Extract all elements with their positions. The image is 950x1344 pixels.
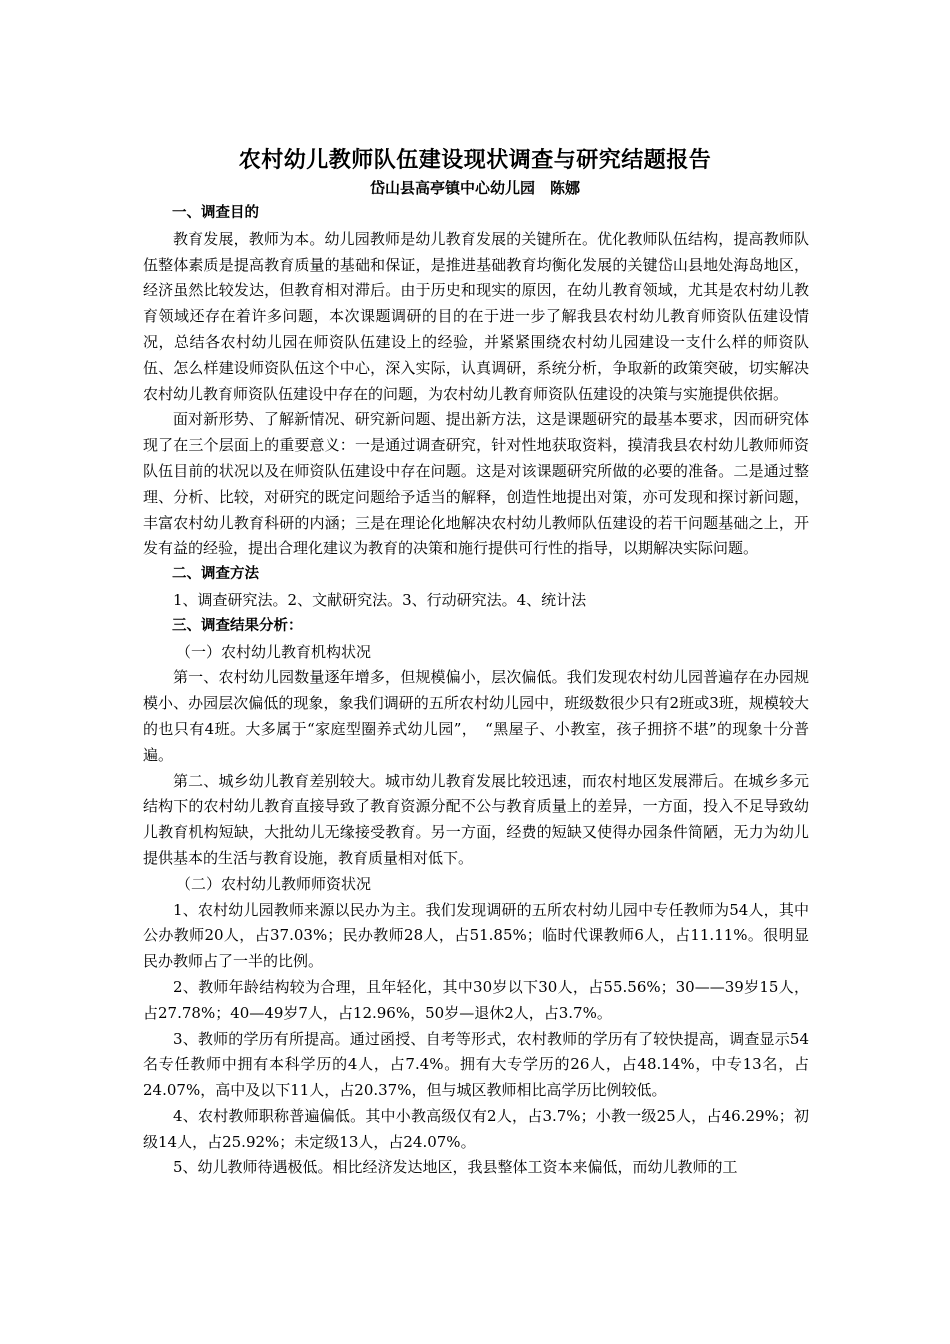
- document-title: 农村幼儿教师队伍建设现状调查与研究结题报告: [238, 148, 712, 173]
- paragraph: 面对新形势、了解新情况、研究新问题、提出新方法，这是课题研究的最基本要求，因而研究体现了在三个层面上的重要意义：一是通过调查研究，针对性地获取资料，摸清我县农村幼儿教师师资队伍目前的状况以及在师资队伍建设中存在问题。这是对该课题研究所做的必要的准备。二是通过整理、分析、比较，对研究的既定问题给予适当的解释，创造性地提出对策，亦可发现和探讨新问题，丰富农村幼儿教育科研的内涵；三是在理论化地解决农村幼儿教师队伍建设的若干问题基础之上，开发有益的经验，提出合理化建议为教育的决策和施行提供可行性的指导，以期解决实际问题。: [143, 410, 809, 558]
- paragraph: 5、幼儿教师待遇极低。相比经济发达地区，我县整体工资本来偏低，而幼儿教师的工: [173, 1158, 738, 1177]
- paragraph: 1、调查研究法。2、文献研究法。3、行动研究法。4、统计法: [173, 590, 587, 609]
- subsection-heading: （一）农村幼儿教育机构状况: [176, 642, 372, 661]
- paragraph: 1、农村幼儿园教师来源以民办为主。我们发现调研的五所农村幼儿园中专任教师为54人，其中公办教师20人，占37.03%；民办教师28人，占51.85%；临时代课教师6人，占11.11%。很明显民办教师占了一半的比例。: [143, 900, 809, 971]
- paragraph: 3、教师的学历有所提高。通过函授、自考等形式，农村教师的学历有了较快提高，调查显示54名专任教师中拥有本科学历的4人，占7.4%。拥有大专学历的26人，占48.14%，中专13名，占24.07%，高中及以下11人，占20.37%，但与城区教师相比高学历比例较低。: [143, 1029, 809, 1100]
- document-body: [143, 201, 809, 1181]
- paragraph: 第二、城乡幼儿教育差别较大。城市幼儿教育发展比较迅速，而农村地区发展滞后。在城乡多元结构下的农村幼儿教育直接导致了教育资源分配不公与教育质量上的差异，一方面，投入不足导致幼儿教育机构短缺，大批幼儿无缘接受教育。另一方面，经费的短缺又使得办园条件简陋，无力为幼儿提供基本的生活与教育设施，教育质量相对低下。: [143, 771, 809, 867]
- paragraph: 教育发展，教师为本。幼儿园教师是幼儿教育发展的关键所在。优化教师队伍结构，提高教师队伍整体素质是提高教育质量的基础和保证，是推进基础教育均衡化发展的关键岱山县地处海岛地区，经济虽然比较发达，但教育相对滞后。由于历史和现实的原因，在幼儿教育领域，尤其是农村幼儿教育领域还存在着许多问题，本次课题调研的目的在于进一步了解我县农村幼儿教育师资队伍建设情况，总结各农村幼儿园在师资队伍建设上的经验，并紧紧围绕农村幼儿园建设一支什么样的师资队伍、怎么样建设师资队伍这个中心，深入实际，认真调研，系统分析，争取新的政策突破，切实解决农村幼儿教育师资队伍建设中存在的问题，为农村幼儿教育师资队伍建设的决策与实施提供依据。: [143, 229, 809, 403]
- paragraph: 4、农村教师职称普遍偏低。其中小教高级仅有2人，占3.7%；小教一级25人，占46.29%；初级14人，占25.92%；未定级13人，占24.07%。: [143, 1106, 809, 1151]
- section-heading: 一、调查目的: [172, 205, 259, 221]
- section-heading: 三、调查结果分析：: [172, 617, 303, 634]
- section-heading: 二、调查方法: [172, 566, 259, 583]
- author-line: 岱山县高亭镇中心幼儿园 陈娜: [369, 179, 580, 197]
- paragraph: 2、教师年龄结构较为合理，且年轻化，其中30岁以下30人，占55.56%；30——39岁15人，占27.78%；40—49岁7人，占12.96%，50岁—退休2人，占3.7%。: [143, 977, 809, 1022]
- paragraph: 第一、农村幼儿园数量逐年增多，但规模偏小，层次偏低。我们发现农村幼儿园普遍存在办园规模小、办园层次偏低的现象，象我们调研的五所农村幼儿园中，班级数很少只有2班或3班，规模较大的也只有4班。大多属于“家庭型圈养式幼儿园”， “黑屋子、小教室，孩子拥挤不堪”的现象十分普遍。: [143, 668, 809, 764]
- subsection-heading: （二）农村幼儿教师师资状况: [176, 874, 372, 893]
